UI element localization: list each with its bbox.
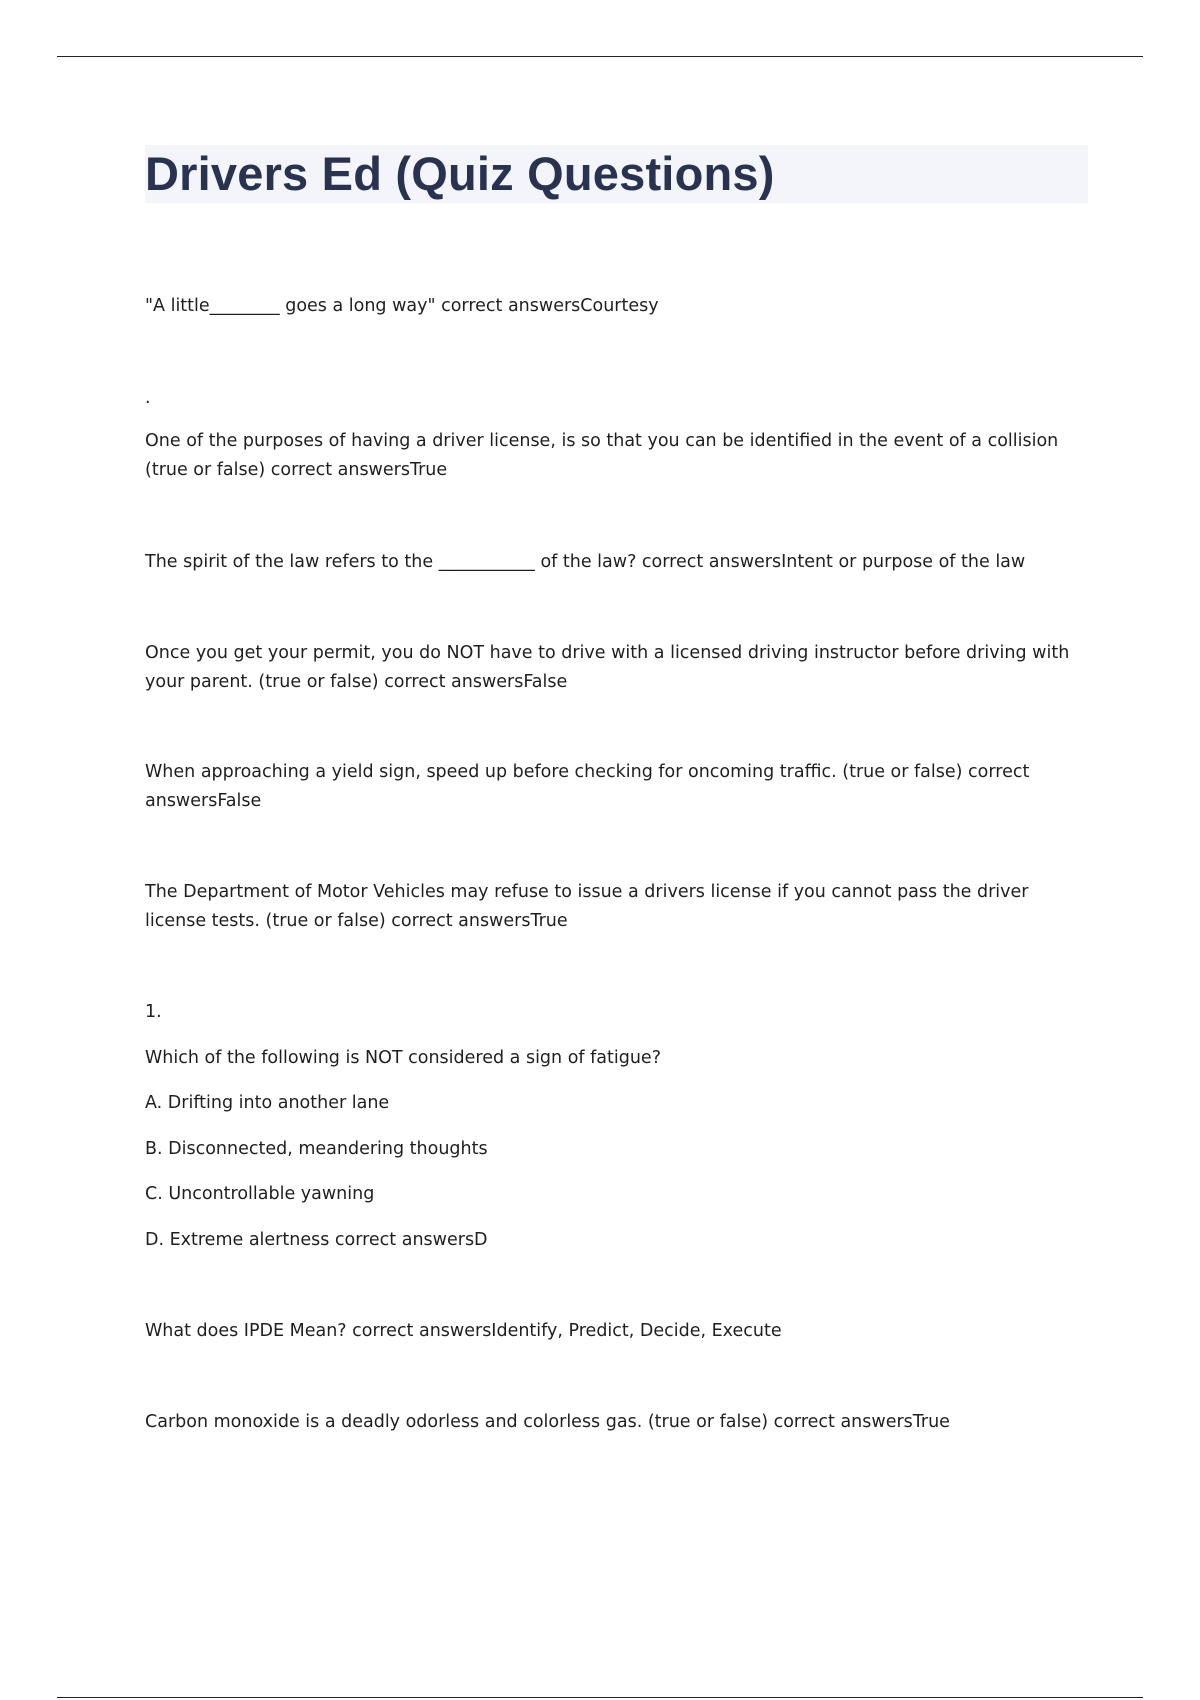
qa-ipde: What does IPDE Mean? correct answersIdentify, Predict, Decide, Execute <box>145 1321 782 1341</box>
option-c: C. Uncontrollable yawning <box>145 1184 375 1204</box>
separator-dot: . <box>145 388 151 408</box>
question-fatigue: Which of the following is NOT considered a sign of fatigue? <box>145 1048 661 1068</box>
option-b: B. Disconnected, meandering thoughts <box>145 1139 488 1159</box>
bottom-rule <box>57 1697 1143 1698</box>
option-a: A. Drifting into another lane <box>145 1093 390 1113</box>
qa-spirit-of-law: The spirit of the law refers to the ___________ of the law? correct answersIntent or purpose of the law <box>145 552 1026 572</box>
qa-license-purpose: One of the purposes of having a driver license, is so that you can be identified in the event of a collision (true or false) correct answersTrue <box>145 431 1059 480</box>
top-rule <box>57 56 1143 57</box>
qa-carbon-monoxide: Carbon monoxide is a deadly odorless and colorless gas. (true or false) correct answersTrue <box>145 1412 950 1432</box>
option-d: D. Extreme alertness correct answersD <box>145 1230 488 1250</box>
qa-yield-sign: When approaching a yield sign, speed up before checking for oncoming traffic. (true or false) correct answersFalse <box>145 762 1030 811</box>
qa-permit-instructor: Once you get your permit, you do NOT have to drive with a licensed driving instructor before driving with your parent. (true or false) correct answersFalse <box>145 643 1070 692</box>
question-number: 1. <box>145 1002 162 1022</box>
qa-dmv-refuse: The Department of Motor Vehicles may refuse to issue a drivers license if you cannot pass the driver license tests. (true or false) correct answersTrue <box>145 882 1029 931</box>
document-title: Drivers Ed (Quiz Questions) <box>145 147 775 200</box>
qa-courtesy: "A little________ goes a long way" correct answersCourtesy <box>145 296 659 316</box>
